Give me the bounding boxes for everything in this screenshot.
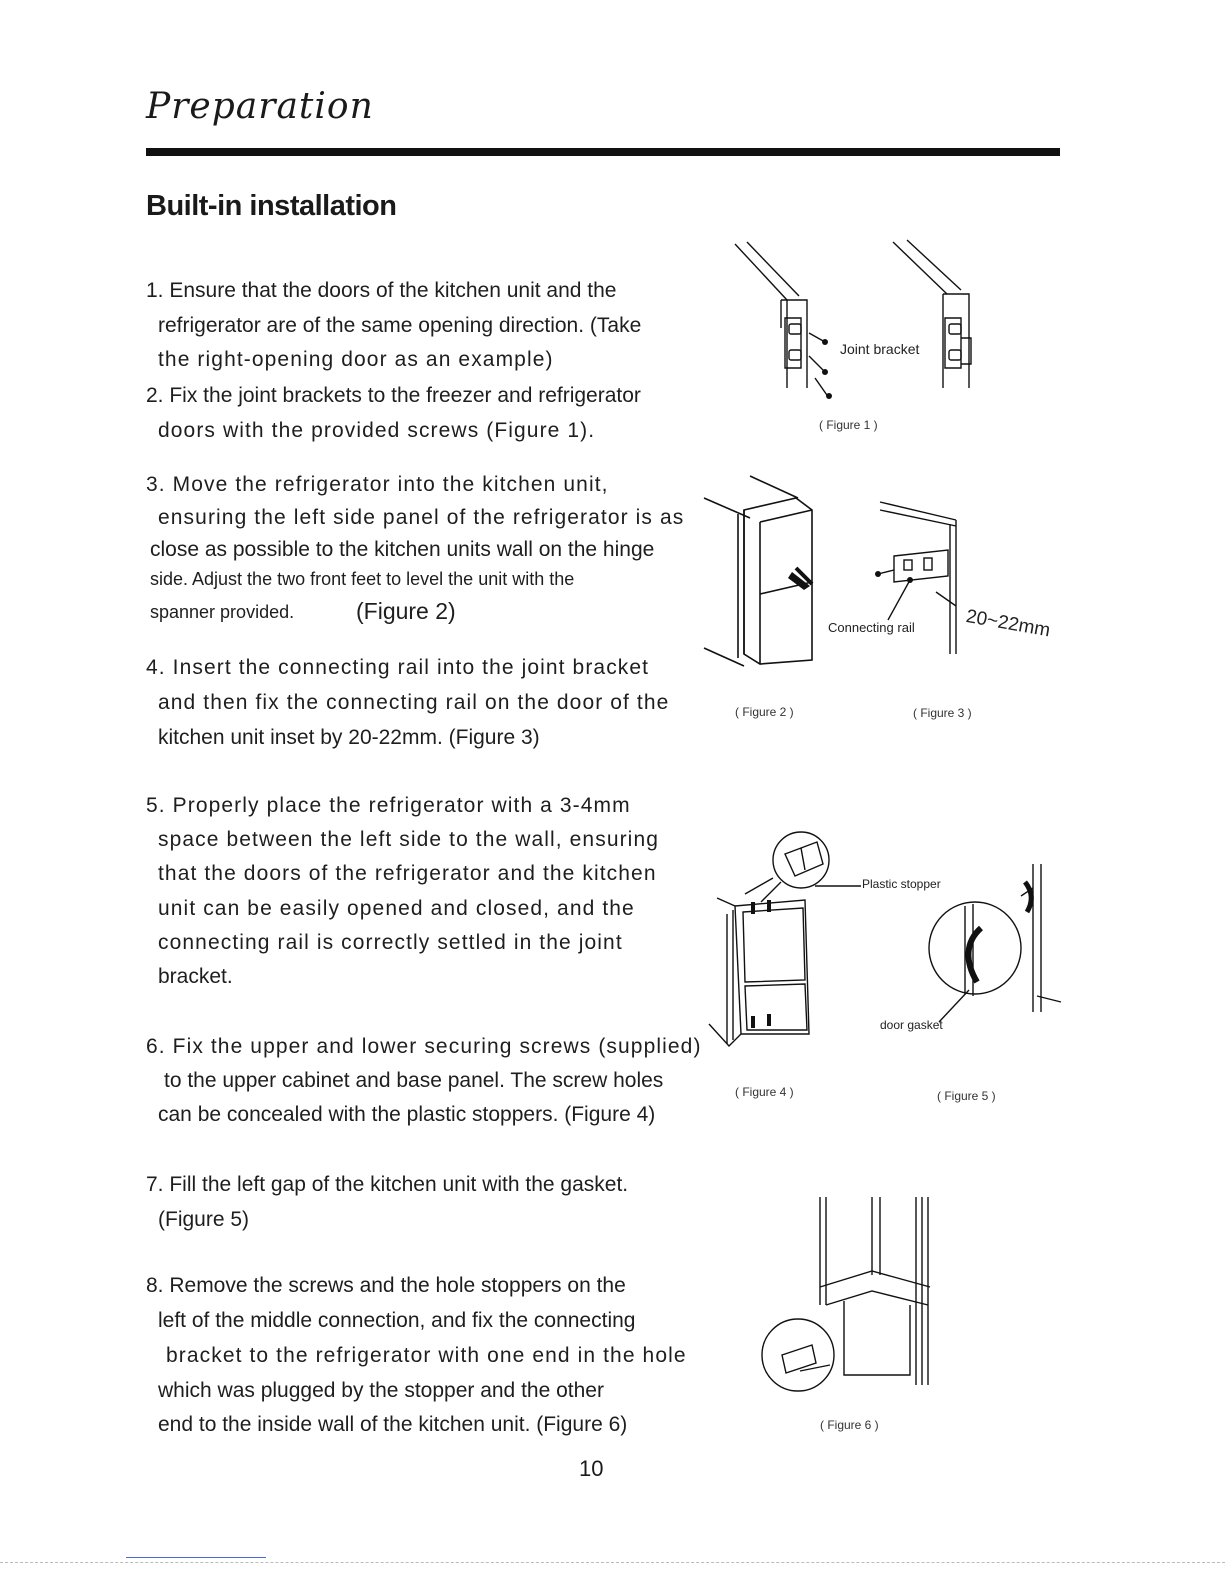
footer-dotted-rule [0,1562,1225,1563]
step-5-line-5: connecting rail is correctly settled in the joint [158,931,623,954]
figure-3-rail-label: Connecting rail [828,620,915,635]
figure-5-illustration [925,862,1065,1022]
step-8-line-3: bracket to the refrigerator with one end in the hole [166,1344,687,1367]
figure-1-caption: ( Figure 1 ) [819,418,878,432]
figure-5-label: door gasket [880,1018,943,1032]
step-6-line-2: to the upper cabinet and base panel. The screw holes [164,1069,664,1092]
footer-rule [126,1557,266,1558]
figure-5-caption: ( Figure 5 ) [937,1089,996,1103]
step-3-line-5b: (Figure 2) [356,598,456,624]
step-1-line-3: the right-opening door as an example) [158,348,554,371]
step-3-line-5a: spanner provided. [150,602,295,622]
step-2-line-1: 2. Fix the joint brackets to the freezer and refrigerator [146,384,641,407]
figure-6-illustration [760,1195,950,1405]
step-5-line-4: unit can be easily opened and closed, and the [158,897,635,920]
section-heading: Built-in installation [146,190,397,222]
step-3-line-3: close as possible to the kitchen units wall on the hinge [150,538,655,561]
step-6-line-3: can be concealed with the plastic stoppers. (Figure 4) [158,1103,656,1126]
title-rule [146,148,1060,156]
step-4-line-2: and then fix the connecting rail on the door of the [158,691,670,714]
step-5-line-1: 5. Properly place the refrigerator with a 3-4mm [146,794,631,817]
figure-4-label: Plastic stopper [862,877,941,891]
figure-6-caption: ( Figure 6 ) [820,1418,879,1432]
figure-1-illustration [725,238,995,398]
figure-2-caption: ( Figure 2 ) [735,705,794,719]
step-1-line-2: refrigerator are of the same opening direction. (Take [158,314,642,337]
page-number: 10 [579,1456,604,1481]
step-4-line-3: kitchen unit inset by 20-22mm. (Figure 3) [158,726,540,749]
figure-2-illustration [700,470,830,670]
page-title: Preparation [146,86,374,127]
step-8-line-2: left of the middle connection, and fix the connecting [158,1309,636,1332]
step-8-line-4: which was plugged by the stopper and the other [158,1379,604,1402]
step-4-line-1: 4. Insert the connecting rail into the joint bracket [146,656,650,679]
step-6-line-1: 6. Fix the upper and lower securing screws (supplied) [146,1035,702,1058]
step-3-line-1: 3. Move the refrigerator into the kitchen unit, [146,473,609,496]
step-3-line-2: ensuring the left side panel of the refrigerator is as [158,506,685,529]
figure-4-illustration [705,830,875,1060]
figure-3-dimension-label: 20~22mm [964,606,1052,642]
step-5-line-3: that the doors of the refrigerator and the kitchen [158,862,657,885]
step-8-line-5: end to the inside wall of the kitchen unit. (Figure 6) [158,1413,628,1436]
step-8-line-1: 8. Remove the screws and the hole stoppers on the [146,1274,626,1297]
step-2-line-2: doors with the provided screws (Figure 1). [158,419,596,442]
step-5-line-2: space between the left side to the wall, ensuring [158,828,660,851]
step-5-line-6: bracket. [158,965,233,988]
figure-1-label: Joint bracket [840,341,920,357]
step-7-line-2: (Figure 5) [158,1208,250,1231]
step-7-line-1: 7. Fill the left gap of the kitchen unit with the gasket. [146,1173,629,1196]
step-1-line-1: 1. Ensure that the doors of the kitchen unit and the [146,279,617,302]
figure-3-caption: ( Figure 3 ) [913,706,972,720]
figure-4-caption: ( Figure 4 ) [735,1085,794,1099]
step-3-line-4: side. Adjust the two front feet to level the unit with the [150,569,575,589]
